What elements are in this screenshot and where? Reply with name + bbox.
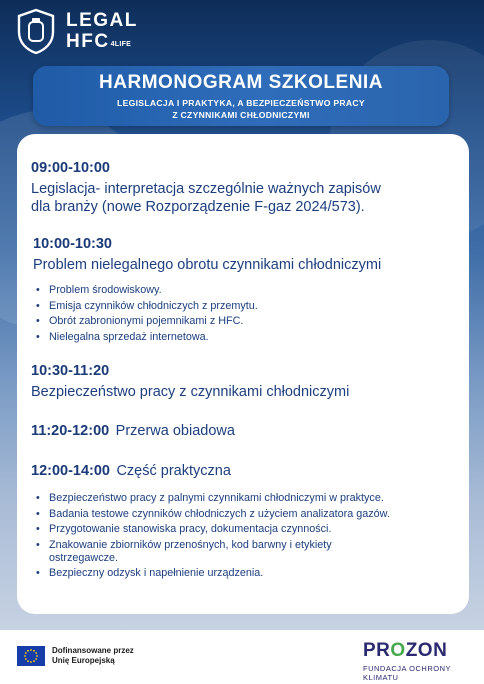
prozon-logo-part: ZON xyxy=(405,640,448,661)
schedule-item-1 xyxy=(31,160,483,216)
legal-hfc-shield-icon xyxy=(16,8,56,54)
schedule-item-4 xyxy=(31,422,483,440)
list-item: • Bezpieczeństwo pracy z palnymi czynnikami chłodniczymi w praktyce. xyxy=(33,492,483,505)
list-item: • Bezpieczny odzysk i napełnienie urządzenia. xyxy=(33,567,483,580)
schedule-description-line2: dla branży (nowe Rozporządzenie F-gaz 2024/573). xyxy=(31,199,365,215)
list-item: • Badania testowe czynników chłodniczych z użyciem analizatora gazów. xyxy=(33,508,483,521)
page-subtitle-line1: LEGISLACJA I PRAKTYKA, A BEZPIECZEŃSTWO PRACY xyxy=(117,98,365,108)
page-title: HARMONOGRAM SZKOLENIA xyxy=(99,72,383,93)
eu-funding-line2: Unię Europejską xyxy=(52,656,115,665)
eu-funding-line1: Dofinansowane przez xyxy=(52,646,134,655)
prozon-subtitle: FUNDACJA OCHRONY KLIMATU xyxy=(363,664,451,682)
schedule-time: 10:30-11:20 xyxy=(31,363,110,379)
schedule-item-2 xyxy=(33,236,484,346)
logo-line1: LEGAL xyxy=(66,10,138,31)
prozon-logo-o: O xyxy=(390,640,406,661)
prozon-logo xyxy=(363,640,447,662)
logo-line2: HFC xyxy=(66,31,110,52)
list-item: • Znakowanie zbiorników przenośnych, kod barwny i etykiety xyxy=(33,539,483,552)
logo-suffix: 4LIFE xyxy=(110,41,132,48)
footer xyxy=(0,630,484,684)
schedule-description-line1: Legislacja- interpretacja szczególnie ważnych zapisów xyxy=(31,181,381,197)
schedule-description: Bezpieczeństwo pracy z czynnikami chłodniczymi xyxy=(31,384,350,400)
schedule-time: 11:20-12:00 xyxy=(31,423,110,439)
eu-funding-text xyxy=(52,646,134,666)
eu-flag-icon xyxy=(17,646,45,666)
page-subtitle-line2: Z CZYNNIKAMI CHŁODNICZYMI xyxy=(172,110,310,120)
schedule-item-5 xyxy=(31,462,483,583)
schedule-card xyxy=(17,134,469,614)
schedule-time: 10:00-10:30 xyxy=(33,236,112,252)
list-item: • Emisja czynników chłodniczych z przemytu. xyxy=(33,300,484,313)
title-banner xyxy=(33,66,449,126)
legal-hfc-logo xyxy=(66,10,138,52)
list-item: • Obrót zabronionymi pojemnikami z HFC. xyxy=(33,315,484,328)
schedule-time: 12:00-14:00 xyxy=(31,463,110,479)
prozon-logo-part: PR xyxy=(363,640,391,661)
bullet-list xyxy=(33,284,484,344)
schedule-description: Przerwa obiadowa xyxy=(115,423,235,439)
schedule-item-3 xyxy=(31,363,483,401)
schedule-time: 09:00-10:00 xyxy=(31,160,110,176)
list-item: • Przygotowanie stanowiska pracy, dokumentacja czynności. xyxy=(33,523,483,536)
bullet-list xyxy=(33,492,483,580)
list-item-continuation: ostrzegawcze. xyxy=(49,551,119,564)
schedule-description: Część praktyczna xyxy=(116,463,231,479)
list-item: • Problem środowiskowy. xyxy=(33,284,484,297)
list-item: • Nielegalna sprzedaż internetowa. xyxy=(33,331,484,344)
schedule-description: Problem nielegalnego obrotu czynnikami chłodniczymi xyxy=(33,257,382,273)
